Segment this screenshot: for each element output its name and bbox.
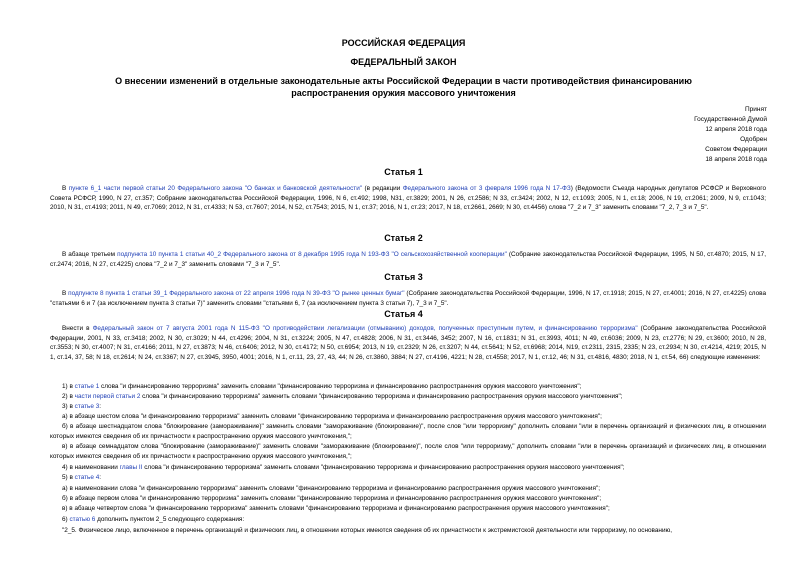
amendment-subitem: б) в абзаце шестнадцатом слова "блокирование (замораживание)" заменить словами "замораживание (блокирование)", после слов "или терроризму" дополнить словами "или в перечень организаций и физических лиц, в отношении которых имеются сведения об их причастности к распространению оружия массового уничтожения,";: [50, 423, 766, 440]
article-4-text: [50, 324, 766, 363]
law-link[interactable]: статье 4: [74, 474, 100, 481]
law-link[interactable]: главы II: [119, 464, 143, 471]
quoted-paragraph: "2_5. Физическое лицо, включенное в перечень организаций и физических лиц, в отношении которых имеются сведения об их причастности к экстремистской деятельности или терроризму, по основанию,: [62, 527, 673, 534]
text-fragment: В абзаце третьем: [62, 251, 118, 258]
article-1-title: Статья 1: [384, 167, 423, 177]
law-link[interactable]: пункте 6_1 части первой статьи 20 Федерального закона "О банках и банковской деятельности": [68, 185, 363, 192]
amendment-subitem: в) в абзаце четвертом слова "и финансированию терроризма" заменить словами "финансированию терроризма и финансированию распространения оружия массового уничтожения";: [62, 505, 610, 512]
adoption-line: Государственной Думой: [694, 116, 767, 123]
article-3-text: [50, 289, 766, 308]
adoption-line: Одобрен: [740, 136, 767, 143]
text-fragment: В: [62, 185, 69, 192]
adoption-line: 12 апреля 2018 года: [705, 126, 767, 133]
text-fragment: 5) в: [62, 474, 75, 481]
article-1-text: [50, 184, 766, 213]
amendment-item-1: [50, 382, 766, 392]
adoption-line: Принят: [744, 106, 767, 113]
text-fragment: (Собрание законодательства Российской Федерации, 2001, N 33, ст.3418; 2002, N 30, ст.3029; N 44, ст.4296; 2004, N 31, ст.3224; 2005, N 47, ст.4828; 2006, N 31, ст.3446, 3452; 2007, N 16, ст.1831; N 31, ст.3993, 4011; N 49, ст.6036; 2009, N 23, ст.2776; N 29, ст.3600; 2010, N 28, ст.3553; N 30, ст.4007; N 31, ст.4166; 2011, N 27, ст.3873; N 46, ст.6406; 2012, N 30, ст.4172; N 50, ст.6954; 2013, N 19, ст.2329; N 26, ст.3207; N 44, ст.5641; N 52, ст.6968; 2014, N19, ст.2311, 2315, 2335; N 23, ст.2934; N 30, ст.4214, 4219; 2015, N 1, ст.14, 37, 58; N 18, ст.2614; N 24, ст.3367; N 27, ст.3945, 3950, 4001; 2016, N 1, ст.11, 23, 27, 43, 44; N 26, ст.3860, 3884; N 27, ст.4196, 4221; N 28, ст.4558; 2017, N 1, ст.12, 46; N 31, ст.4816, 4830; 2018, N 1, ст.54, 66) следующие изменения:: [50, 325, 767, 362]
law-link[interactable]: подпункте 8 пункта 1 статьи 39_1 Федерального закона от 22 апреля 1996 года N 39-ФЗ "О рынке ценных бумаг": [68, 290, 405, 297]
text-fragment: слова "и финансированию терроризма" заменить словами "финансированию терроризма и финансированию распространения оружия массового уничтожения";: [99, 383, 582, 390]
text-fragment: слова "и финансированию терроризма" заменить словами "финансированию терроризма и финансированию распространения оружия массового уничтожения";: [140, 393, 623, 400]
text-fragment: 3) в: [62, 403, 75, 410]
text-fragment: 1) в: [62, 383, 75, 390]
amendment-item-4: [50, 463, 766, 473]
amendment-subitem: в) в абзаце семнадцатом слова "блокирование (замораживание)" заменить словами "замораживание (блокирование)", после слов "или терроризму," дополнить словами "или в перечень организаций и физических лиц, в отношении которых имеются сведения об их причастности к распространению оружия массового уничтожения,";: [50, 443, 766, 460]
amendment-item-5: [50, 473, 766, 483]
text-fragment: 6): [62, 516, 70, 523]
law-link[interactable]: статье 3: [74, 403, 100, 410]
text-fragment: Внести в: [62, 325, 93, 332]
text-fragment: ) (Ведомости Съезда народных депутатов РСФСР и Верховного Совета РСФСР, 1990, N 27, ст.357; Собрание законодательства Российской Федерации, 1996, N 6, ст.492; 1998, N31, ст.3829; 2001, N 26, ст.2586; N 33, ст.3424; 2002, N 12, ст.1093; 2005, N 1, ст.18; 2006, N 19, ст.2061; 2009, N 9, ст.1043; 2010, N 31, ст.4193; 2011, N 49, ст.7069; 2012, N 31, ст.4333; N 53, ст.7607; 2014, N 52, ст.7543; 2015, N 1, ст.37; 2016, N 1, ст.23; 2017, N 18, ст.2661, 2669; N 30, ст.4456) слова "7_2 и 7_3" заменить словами "7_2, 7_3 и 7_5".: [50, 185, 767, 212]
amendment-subitem: а) в абзаце шестом слова "и финансированию терроризма" заменить словами "финансированию терроризма и финансированию распространения оружия массового уничтожения";: [62, 413, 602, 420]
law-type-heading: ФЕДЕРАЛЬНЫЙ ЗАКОН: [350, 57, 457, 67]
text-fragment: (Собрание законодательства Российской Федерации, 1996, N 17, ст.1918; 2015, N 27, ст.4001; 2016, N 27, ст.4225) слова "статьями 6 и 7 (за исключением пункта 3 статьи 7)" заменить словами "статьями 6, 7 (за исключением пункта 3 статьи 7), 7_3 и 7_5".: [50, 290, 767, 307]
text-fragment: (в редакции: [362, 185, 403, 192]
text-fragment: :: [99, 474, 102, 481]
law-link[interactable]: части первой статьи 2: [74, 393, 141, 400]
text-fragment: В: [62, 290, 69, 297]
article-4-title: Статья 4: [384, 309, 423, 319]
article-3-title: Статья 3: [384, 272, 423, 282]
adoption-line: Советом Федерации: [705, 146, 767, 153]
law-link[interactable]: подпункта 10 пункта 1 статьи 40_2 Федерального закона от 8 декабря 1995 года N 193-ФЗ "О сельскохозяйственной кооперации": [117, 251, 507, 258]
amendment-item-2: [50, 392, 766, 402]
article-2-text: [50, 250, 766, 269]
law-link[interactable]: статью 6: [69, 516, 96, 523]
amendment-subitem: б) в абзаце первом слова "и финансированию терроризма" заменить словами "финансированию терроризма и финансированию распространения оружия массового уничтожения";: [62, 495, 602, 502]
text-fragment: :: [99, 403, 102, 410]
adoption-info: [694, 105, 767, 165]
country-heading: РОССИЙСКАЯ ФЕДЕРАЦИЯ: [341, 38, 466, 48]
amendment-subitem: а) в наименовании слова "и финансированию терроризма" заменить словами "финансированию терроризма и финансированию распространения оружия массового уничтожения";: [62, 485, 600, 492]
text-fragment: (Собрание законодательства Российской Федерации, 1995, N 50, ст.4870; 2015, N 17, ст.2474; 2016, N 27, ст.4225) слова "7_2 и 7_3" заменить словами "7_3 и 7_5".: [50, 251, 766, 268]
text-fragment: дополнить пунктом 2_5 следующего содержания:: [95, 516, 245, 523]
law-link[interactable]: Федеральный закон от 7 августа 2001 года N 115-ФЗ "О противодействии легализации (отмыванию) доходов, полученных преступным путем, и финансированию терроризма": [92, 325, 638, 332]
amendment-item-6: [50, 515, 766, 525]
amendment-item-3: [50, 402, 766, 412]
adoption-line: 18 апреля 2018 года: [705, 156, 767, 163]
text-fragment: слова "и финансированию терроризма" заменить словами "финансированию терроризма и финансированию распространения оружия массового уничтожения";: [142, 464, 625, 471]
law-link[interactable]: Федерального закона от 3 февраля 1996 года N 17-ФЗ: [402, 185, 571, 192]
law-link[interactable]: статье 1: [74, 383, 100, 390]
text-fragment: 4) в наименовании: [62, 464, 120, 471]
document-title: О внесении изменений в отдельные законодательные акты Российской Федерации в части противодействия финансированию распространения оружия массового уничтожения: [115, 76, 692, 98]
text-fragment: 2) в: [62, 393, 75, 400]
article-2-title: Статья 2: [384, 233, 423, 243]
